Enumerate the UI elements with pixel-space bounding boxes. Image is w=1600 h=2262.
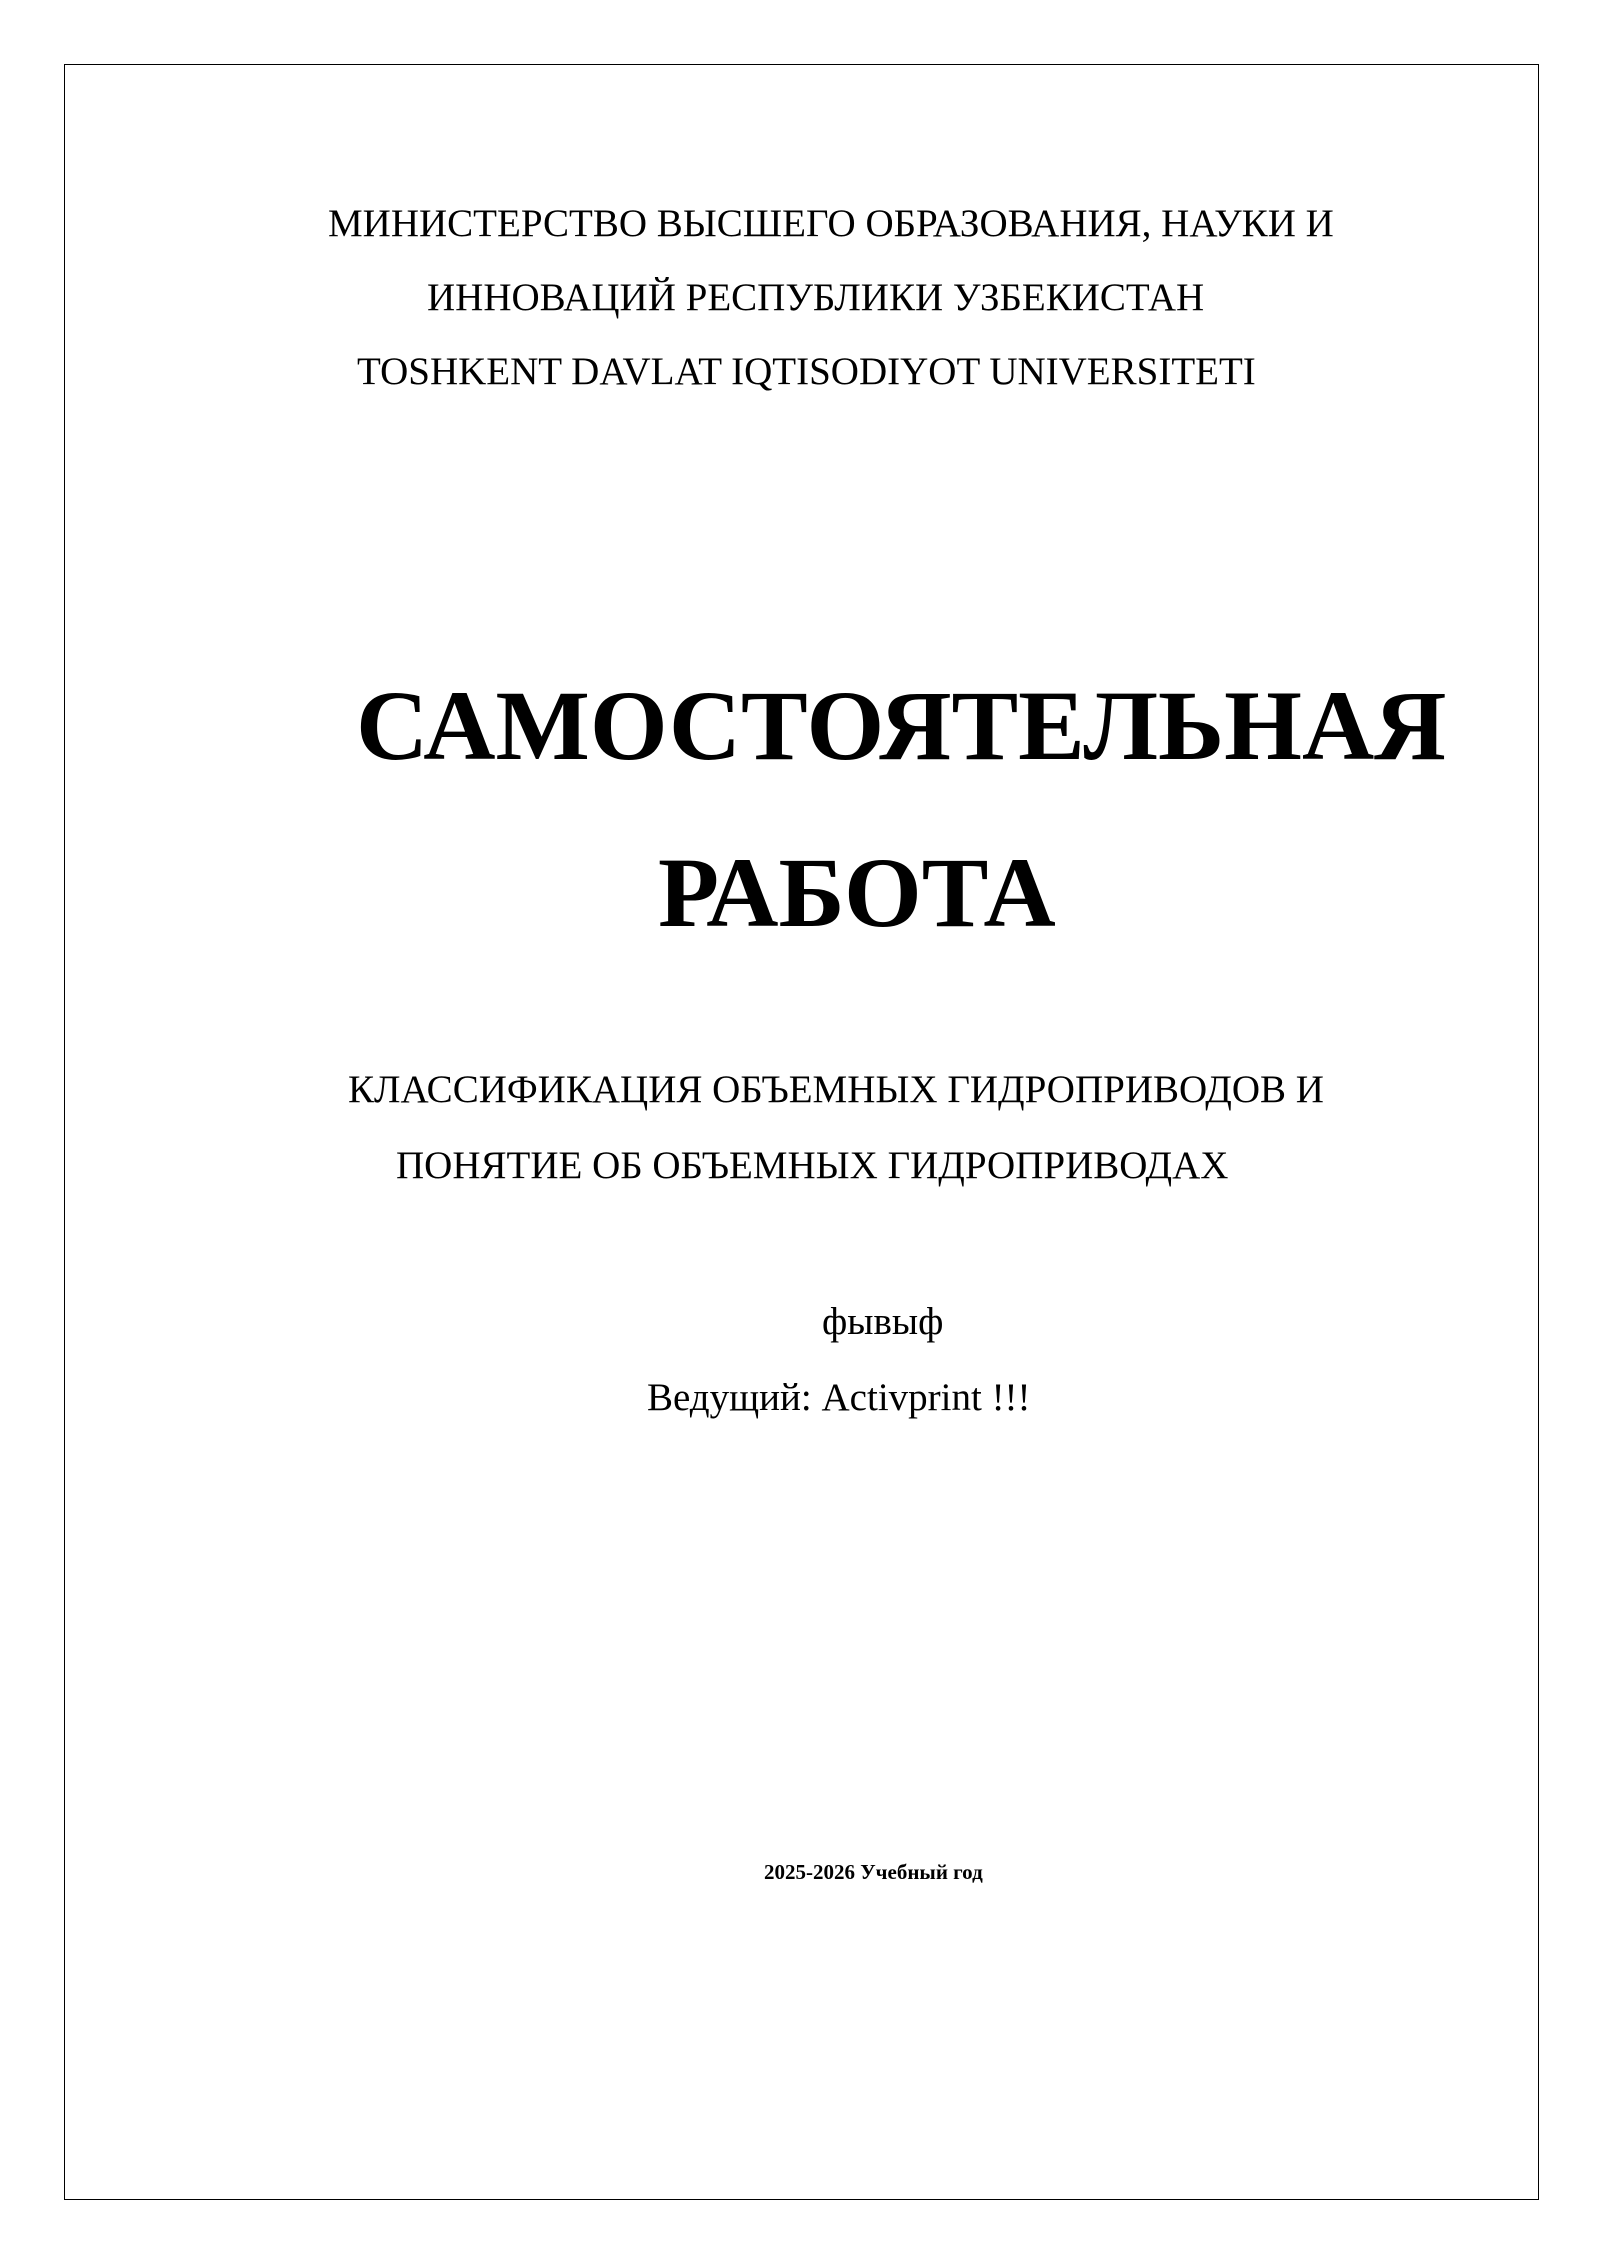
document-title-line-2: РАБОТА	[658, 837, 1056, 948]
document-title-line-1: САМОСТОЯТЕЛЬНАЯ	[356, 670, 1447, 781]
academic-year: 2025-2026 Учебный год	[764, 1860, 983, 1884]
supervisor-line: Ведущий: Activprint !!!	[647, 1376, 1031, 1419]
university-name: TOSHKENT DAVLAT IQTISODIYOT UNIVERSITETI	[357, 350, 1256, 393]
ministry-line-2: ИННОВАЦИЙ РЕСПУБЛИКИ УЗБЕКИСТАН	[427, 276, 1205, 319]
ministry-line-1: МИНИСТЕРСТВО ВЫСШЕГО ОБРАЗОВАНИЯ, НАУКИ И	[328, 202, 1334, 245]
topic-line-2: ПОНЯТИЕ ОБ ОБЪЕМНЫХ ГИДРОПРИВОДАХ	[396, 1144, 1229, 1187]
author-name: фывыф	[822, 1300, 944, 1343]
topic-line-1: КЛАССИФИКАЦИЯ ОБЪЕМНЫХ ГИДРОПРИВОДОВ И	[348, 1068, 1324, 1111]
